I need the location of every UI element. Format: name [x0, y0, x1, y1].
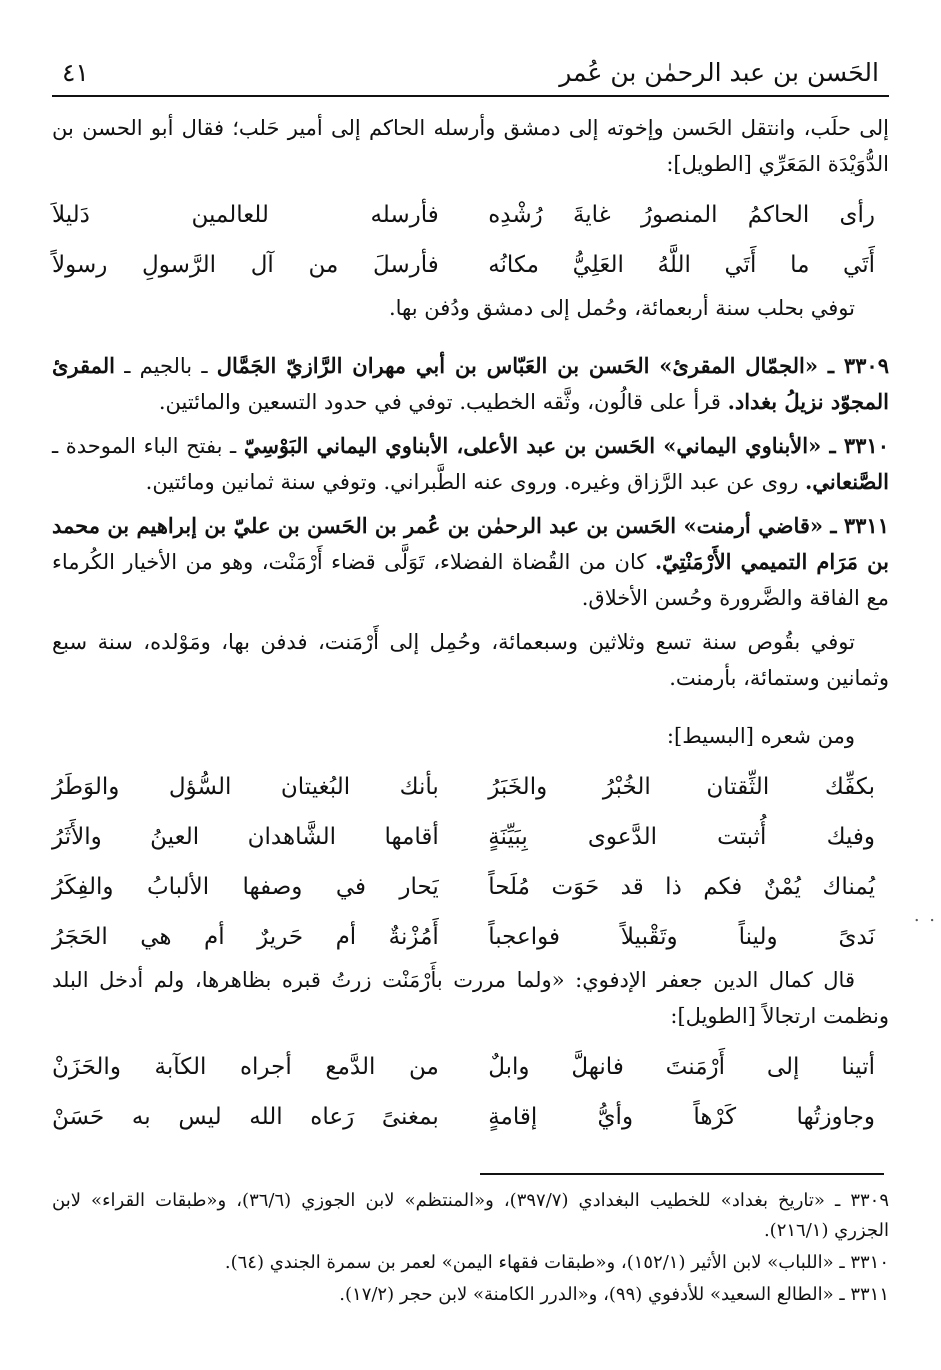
verse-hemistich-first: رأى الحاكمُ المنصورُ غايةَ رُشْدِه: [488, 202, 875, 228]
footnote-3309: ٣٣٠٩ ـ «تاريخ بغداد» للخطيب البغدادي (٣٩٧/٧)، و«المنتظم» لابن الجوزي (٣٦/٦)، و«طبقات القراء» لابن الجزري (٢١٦/١).: [52, 1190, 889, 1241]
death-note: توفي بحلب سنة أربعمائة، وحُمل إلى دمشق ودُفن بها.: [388, 296, 855, 320]
verse-hemistich-first: أتينا إلى أَرْمَنتَ فانهلَّ وابلٌ: [488, 1054, 875, 1080]
verse-hemistich-second: يَحار في وصفها الألبابُ والفِكَرُ: [52, 874, 439, 900]
verse-line: [52, 1042, 889, 1092]
margin-mark: . .: [913, 905, 937, 926]
body-text: [52, 110, 889, 1142]
verse-hemistich-first: يُمناك يُمْنٌ فكم ذا قد حَوَت مُلَحاً: [488, 874, 875, 900]
entry-3309-heading: ٣٣٠٩ ـ «الجمّال المقرئ» الحَسن بن العَبّاس بن أبي مهران الرَّازيّ الجَمَّال: [216, 353, 889, 378]
entry-3309-body: قرأ على قالُون، وثَّقه الخطيب. توفي في حدود التسعين والمائتين.: [158, 390, 728, 414]
footnote-3311: ٣٣١١ ـ «الطالع السعيد» للأدفوي (٩٩)، و«الدرر الكامنة» لابن حجر (١٧/٢).: [339, 1284, 889, 1305]
entry-3311-body: كان من القُضاة الفضلاء، تَوَلَّى قضاء أَرْمَنْت، وهو من الأخيار الكُرماء مع الفاقة والضَّرورة وحُسن الأخلاق.: [52, 550, 889, 610]
footnote-rule: [480, 1173, 884, 1175]
verse-hemistich-first: وجاوزتُها كَرْهاً وأيُّ إقامةٍ: [488, 1104, 875, 1130]
verse-hemistich-first: وفيك أُثبتت الدَّعوى بِبَيِّنَةٍ: [488, 824, 875, 850]
verse-hemistich-second: بأنك البُغيتان السُّؤل والوَطَرُ: [52, 774, 439, 800]
verse-hemistich-second: أقامها الشَّاهدان العينُ والأَثَرُ: [52, 824, 439, 850]
entry-3310-note: ـ بفتح الباء الموحدة ـ: [52, 434, 244, 458]
page-number: ٤١: [62, 58, 89, 87]
footnote-3310: ٣٣١٠ ـ «اللباب» لابن الأثير (١٥٢/١)، و«طبقات فقهاء اليمن» لعمر بن سمرة الجندي (٦٤).: [224, 1252, 889, 1273]
udfuwi-quote: قال كمال الدين جعفر الإدفوي: «ولما مررت بأَرْمَنْت زرتُ قبره بظاهرها، ولم أدخل البلد ونظمت ارتجالاً [الطويل]:: [52, 968, 889, 1028]
verse-hemistich-first: نَدىً وليناً وتَقْبيلاً فواعجباً: [488, 924, 875, 950]
verse-hemistich-first: بكفِّك الثِّقتان الخُبْرُ والخَبَرُ: [488, 774, 875, 800]
entry-3310-body: روى عن عبد الرَّزاق وغيره. وروى عنه الطَّبراني. وتوفي سنة ثمانين ومائتين.: [145, 470, 806, 494]
entry-3311-heading: ٣٣١١ ـ «قاضي أرمنت» الحَسن بن عبد الرحمٰن بن عُمر بن الحَسن بن عليّ بن إبراهيم بن محمد بن مَرَام التميمي الأَرْمَنْتِيّ.: [52, 513, 889, 574]
verse-line: [52, 1092, 889, 1142]
verse-line: [52, 912, 889, 962]
verse-hemistich-second: من الدَّمع أجراه الكآبة والحَزَنْ: [52, 1054, 439, 1080]
verse-line: [52, 812, 889, 862]
running-title: الحَسن بن عبد الرحمٰن بن عُمر: [559, 58, 879, 87]
entry-3310: [52, 428, 889, 500]
footnotes: [52, 1186, 889, 1312]
entry-3309-heading-cont: المقرئ المجوّد نزيلُ بغداد.: [52, 353, 889, 414]
entry-3311: [52, 508, 889, 616]
verse-line: [52, 190, 889, 240]
verse-hemistich-second: أَمُزْنةٌ أم حَريرٌ أم هي الحَجَرُ: [52, 924, 439, 950]
page-header: [62, 50, 879, 90]
verse-hemistich-second: فأرسله للعالمين دَليلاَ: [52, 202, 439, 228]
verse-line: [52, 862, 889, 912]
entry-3309: [52, 348, 889, 420]
entry-3310-heading-cont: الصَّنعاني.: [805, 469, 889, 494]
verse-hemistich-first: أَتَي ما أَتَي اللَّهُ العَلِيُّ مكانُه: [488, 252, 875, 278]
poem-intro: ومن شعره [البسيط]:: [666, 724, 855, 748]
intro-paragraph: إلى حلَب، وانتقل الحَسن وإخوته إلى دمشق وأرسله الحاكم إلى أمير حَلب؛ فقال أبو الحسن بن الدُّوَيْدَة المَعَرِّي [الطويل]:: [52, 116, 889, 176]
verse-hemistich-second: فأرسلَ من آل الرَّسولِ رسولاً: [52, 252, 439, 278]
verse-hemistich-second: بمغنىً رَعاه الله ليس به حَسَنْ: [52, 1104, 439, 1130]
verse-line: [52, 240, 889, 290]
entry-3310-heading: ٣٣١٠ ـ «الأبناوي اليماني» الحَسن بن عبد الأعلى، الأبناوي اليماني البَوْسِيّ: [243, 433, 889, 458]
header-rule: [52, 95, 889, 97]
entry-3309-note: ـ بالجيم ـ: [115, 354, 217, 378]
verse-line: [52, 762, 889, 812]
entry-3311-death: توفي بقُوص سنة تسع وثلاثين وسبعمائة، وحُمِل إلى أَرْمَنت، فدفن بها، ومَوْلده، سنة سبع وثمانين وستمائة، بأرمنت.: [52, 630, 889, 690]
